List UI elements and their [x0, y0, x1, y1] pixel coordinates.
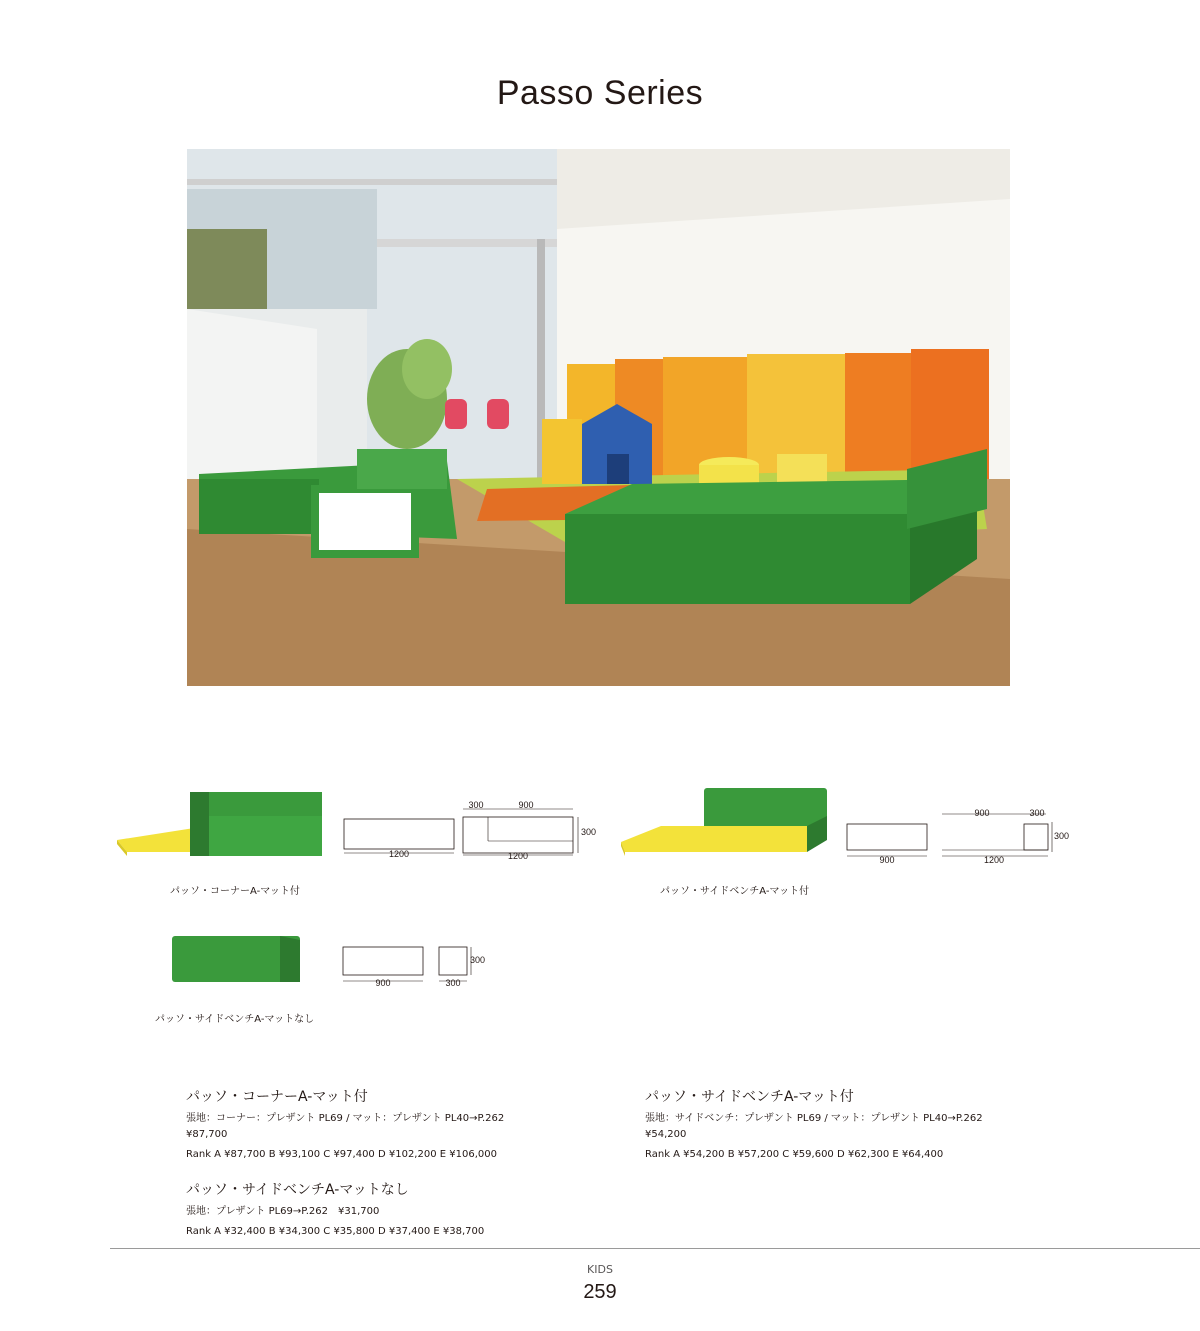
dim-depth: 300 [1054, 831, 1070, 841]
dim-top-b: 300 [1029, 808, 1045, 818]
page-title: Passo Series [496, 74, 704, 112]
spec-rank: Rank A ¥54,200 B ¥57,200 C ¥59,600 D ¥62,300 E ¥64,400 [645, 1149, 944, 1160]
product-label: パッソ・サイドベンチA-マット付 [660, 886, 810, 897]
section-label: KIDS [587, 1263, 613, 1276]
spec-name: パッソ・サイドベンチA-マット付 [645, 1089, 854, 1105]
spec-side-bench-no-mat [186, 1180, 484, 1240]
spec-material: 張地：サイドベンチ：プレザント PL69 / マット：プレザント PL40→P.262 [645, 1113, 983, 1124]
footer-divider [110, 1248, 1200, 1249]
spec-name: パッソ・サイドベンチA-マットなし [186, 1182, 409, 1198]
dim-top-a: 300 [468, 800, 484, 810]
dim-front-width: 1200 [388, 849, 410, 859]
spec-material: 張地：プレザント PL69→P.262 ¥31,700 [186, 1206, 380, 1217]
playroom-photo [187, 149, 1010, 686]
spec-rank: Rank A ¥87,700 B ¥93,100 C ¥97,400 D ¥102,200 E ¥106,000 [186, 1149, 497, 1160]
side-bench-a-dimension-drawing [846, 808, 1076, 868]
dim-top-width: 1200 [507, 851, 529, 861]
dim-front-width: 900 [375, 978, 391, 988]
dim-side-width: 300 [445, 978, 461, 988]
spec-price: ¥87,700 [186, 1129, 228, 1140]
spec-side-bench-with-mat [645, 1087, 983, 1163]
dim-depth: 300 [581, 827, 597, 837]
corner-a-dimension-drawing [342, 800, 597, 865]
dim-top-a: 900 [974, 808, 990, 818]
page-number: 259 [583, 1281, 617, 1303]
spec-price: ¥54,200 [645, 1129, 687, 1140]
dim-front-width: 900 [879, 855, 895, 865]
product-label: パッソ・コーナーA-マット付 [170, 886, 300, 897]
spec-corner-a-with-mat [186, 1087, 504, 1163]
dim-height: 300 [470, 955, 486, 965]
dim-top-b: 900 [518, 800, 534, 810]
spec-material: 張地：コーナー：プレザント PL69 / マット：プレザント PL40→P.262 [186, 1113, 505, 1124]
spec-rank: Rank A ¥32,400 B ¥34,300 C ¥35,800 D ¥37,400 E ¥38,700 [186, 1226, 485, 1237]
spec-name: パッソ・コーナーA-マット付 [186, 1089, 368, 1105]
product-label: パッソ・サイドベンチA-マットなし [155, 1014, 315, 1025]
side-bench-no-mat-dimension-drawing [342, 945, 502, 991]
side-bench-a-with-mat-illustration [621, 786, 831, 860]
side-bench-a-no-mat-illustration [170, 932, 302, 984]
dim-top-width: 1200 [983, 855, 1005, 865]
corner-a-with-mat-illustration [117, 790, 325, 860]
